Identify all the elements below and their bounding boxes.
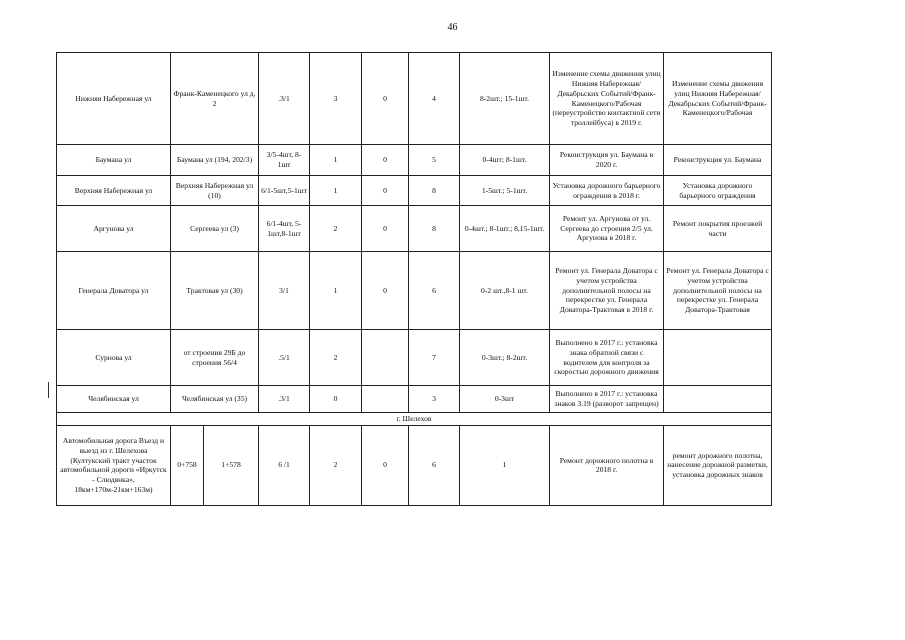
value-cell: 3 (310, 53, 362, 145)
planned-measures-cell: Ремонт дорожного полотна в 2018 г. (550, 425, 664, 505)
city-section-row (57, 413, 772, 426)
value-cell: 0 (362, 252, 409, 330)
street-cell: Генерала Доватора ул (57, 252, 171, 330)
street-cell: Сурнова ул (57, 330, 171, 386)
value-cell: 2 (310, 206, 362, 252)
sign-count-cell: 3/5-4шт, 8-1шт (259, 145, 310, 176)
value-cell: 1 (310, 145, 362, 176)
value-cell: 0 (362, 53, 409, 145)
street-cell: Автомобильная дорога Въезд и выезд из г. Шелехова (Култукский тракт участок автомобильной дороги «Иркутск - Слюдянка», 18км+170м-21км+163м) (57, 425, 171, 505)
sign-count-cell: .3/1 (259, 53, 310, 145)
address-cell: Сергеева ул (3) (171, 206, 259, 252)
address-cell: Верхняя Набережная ул (10) (171, 176, 259, 206)
proposed-measures-cell (664, 386, 772, 413)
value-cell: 5 (409, 145, 460, 176)
value-cell: 4 (409, 53, 460, 145)
count-detail-cell: 0-2 шт.,8-1 шт. (460, 252, 550, 330)
proposed-measures-cell: Ремонт ул. Генерала Доватора с учетом устройства дополнительной полосы на перекрестке ул. Генерала Доватора-Трактовая (664, 252, 772, 330)
margin-mark (48, 382, 49, 398)
table-row (57, 386, 772, 413)
table-row (57, 425, 772, 505)
sign-count-cell: .5/1 (259, 330, 310, 386)
count-detail-cell: 0-4шт; 8-1шт. (460, 145, 550, 176)
proposed-measures-cell: ремонт дорожного полотна, нанесение дорожной разметки, установка дорожных знаков (664, 425, 772, 505)
count-detail-cell: 0-4шт.; 8-1шт.; 8,15-1шт. (460, 206, 550, 252)
value-cell (362, 386, 409, 413)
value-cell: 0 (362, 425, 409, 505)
address-cell: Трактовая ул (30) (171, 252, 259, 330)
page-number: 46 (447, 22, 458, 33)
planned-measures-cell: Ремонт ул. Генерала Доватора с учетом устройства дополнительной полосы на перекрестке ул. Генерала Доватора-Трактовая в 2018 г. (550, 252, 664, 330)
count-detail-cell: 8-2шт.; 15-1шт. (460, 53, 550, 145)
planned-measures-cell: Изменение схемы движения улиц Нижняя Набережная/Декабрьских Событий/Франк-Каменецкого/Рабочая (переустройство контактной сети троллейбуса) в 2019 г. (550, 53, 664, 145)
proposed-measures-cell (664, 330, 772, 386)
count-detail-cell: 1 (460, 425, 550, 505)
value-cell: 8 (409, 176, 460, 206)
value-cell: 1 (310, 252, 362, 330)
value-cell: 8 (409, 206, 460, 252)
value-cell: 1 (310, 176, 362, 206)
planned-measures-cell: Выполнено в 2017 г.: установка знаков 3.19 (разворот запрещен) (550, 386, 664, 413)
sign-count-cell: .3/1 (259, 386, 310, 413)
value-cell: 0 (362, 145, 409, 176)
planned-measures-cell: Установка дорожного барьерного ограждения в 2018 г. (550, 176, 664, 206)
street-cell: Баумана ул (57, 145, 171, 176)
planned-measures-cell: Выполнено в 2017 г.: установка знака обратной связи с водителем для контроля за скоростью дорожного движения (550, 330, 664, 386)
street-cell: Аргунова ул (57, 206, 171, 252)
table-row (57, 176, 772, 206)
table-row (57, 330, 772, 386)
sign-count-cell: 6/1-5шт,5-1шт (259, 176, 310, 206)
proposed-measures-cell: Изменение схемы движения улиц Нижняя Набережная/Декабрьских Событий/Франк-Каменецкого/Рабочая (664, 53, 772, 145)
km-from-cell: 0+758 (171, 425, 204, 505)
planned-measures-cell: Ремонт ул. Аргунова от ул. Сергеева до строения 2/5 ул. Аргунова в 2018 г. (550, 206, 664, 252)
sign-count-cell: 3/1 (259, 252, 310, 330)
proposed-measures-cell: Установка дорожного барьерного ограждения (664, 176, 772, 206)
value-cell: 7 (409, 330, 460, 386)
count-detail-cell: 0-3шт.; 8-2шт. (460, 330, 550, 386)
main-table (56, 52, 772, 506)
count-detail-cell: 0-3шт (460, 386, 550, 413)
table-row (57, 145, 772, 176)
value-cell: 2 (310, 425, 362, 505)
count-detail-cell: 1-5шт.; 5-1шт. (460, 176, 550, 206)
value-cell: 0 (362, 206, 409, 252)
value-cell: 3 (409, 386, 460, 413)
street-cell: Верхняя Набережная ул (57, 176, 171, 206)
proposed-measures-cell: Ремонт покрытия проезжей части (664, 206, 772, 252)
table-row (57, 53, 772, 145)
table-row (57, 206, 772, 252)
value-cell: 0 (362, 176, 409, 206)
value-cell: 6 (409, 425, 460, 505)
value-cell (362, 330, 409, 386)
planned-measures-cell: Реконструкция ул. Баумана в 2020 г. (550, 145, 664, 176)
sign-count-cell: 6 /1 (259, 425, 310, 505)
sign-count-cell: 6/1-4шт, 5-1шт,8-1шт (259, 206, 310, 252)
address-cell: Челябинская ул (35) (171, 386, 259, 413)
value-cell: 2 (310, 330, 362, 386)
address-cell: Франк-Каменецкого ул д. 2 (171, 53, 259, 145)
address-cell: от строения 29Б до строения 56/4 (171, 330, 259, 386)
km-to-cell: 1+578 (204, 425, 259, 505)
table-row (57, 252, 772, 330)
address-cell: Баумана ул (194, 202/3) (171, 145, 259, 176)
value-cell: 6 (409, 252, 460, 330)
street-cell: Челябинская ул (57, 386, 171, 413)
value-cell: 0 (310, 386, 362, 413)
street-cell: Нижняя Набережная ул (57, 53, 171, 145)
city-section-title: г. Шелехов (57, 413, 772, 426)
proposed-measures-cell: Реконструкция ул. Баумана (664, 145, 772, 176)
